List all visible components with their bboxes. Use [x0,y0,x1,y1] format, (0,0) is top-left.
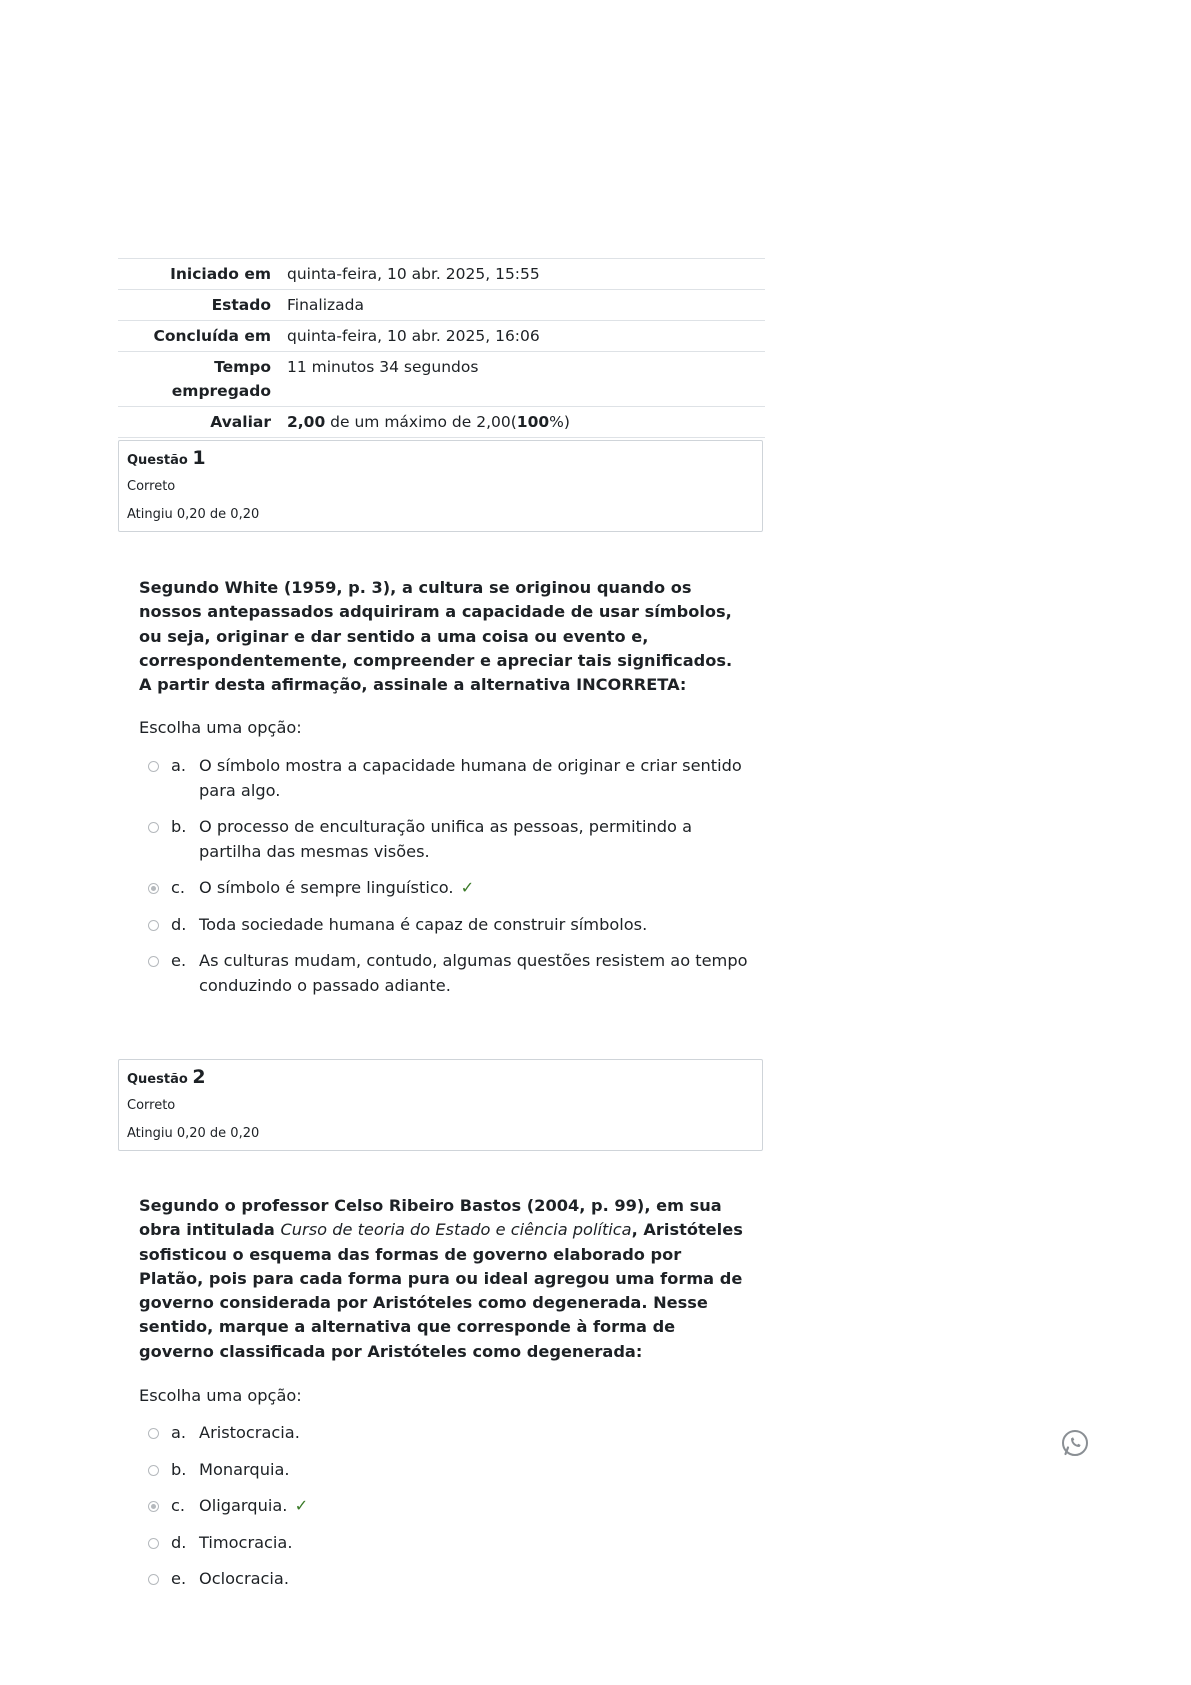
whatsapp-icon[interactable] [1060,1428,1090,1458]
started-label: Iniciado em [118,259,287,290]
radio-button[interactable] [148,920,159,931]
radio-button-selected[interactable] [148,883,159,894]
time-label: Tempo empregado [118,352,287,407]
option-text: O processo de enculturação unifica as pessoas, permitindo a partilha das mesmas visões. [199,817,692,861]
option-b[interactable] [148,1458,758,1483]
summary-table [118,258,765,438]
question-1-info [118,440,763,532]
time-value: 11 minutos 34 segundos [287,352,765,407]
radio-button[interactable] [148,1574,159,1585]
option-letter: e. [171,1569,187,1588]
option-text: As culturas mudam, contudo, algumas questões resistem ao tempo conduzindo o passado adiante. [199,951,748,995]
option-text-wrap [199,876,758,901]
question-1-grade: Atingiu 0,20 de 0,20 [127,507,260,522]
radio-button[interactable] [148,956,159,967]
option-text: Monarquia. [199,1459,290,1479]
state-label: Estado [118,290,287,321]
summary-row-started [118,259,765,290]
option-e[interactable] [148,1567,758,1592]
option-letter: e. [171,951,187,970]
started-value: quinta-feira, 10 abr. 2025, 15:55 [287,259,765,290]
radio-button-selected[interactable] [148,1501,159,1512]
question-2-text-after: , Aristóteles sofisticou o esquema das formas de governo elaborado por Platão, pois para cada forma pura ou ideal agregou uma forma de governo considerada por Aristóteles como degenerada. Nesse sentido, marque a alternativa que corresponde à forma de governo classificada por Aristóteles como degenerada: [139,1220,743,1361]
option-b[interactable] [148,815,758,864]
radio-button[interactable] [148,1538,159,1549]
option-text: Oligarquia. [199,1496,288,1515]
option-letter: d. [171,914,187,934]
question-1-state: Correto [127,479,176,494]
option-letter: b. [171,817,187,836]
summary-row-state [118,290,765,321]
state-value: Finalizada [287,290,765,321]
option-letter: c. [171,1496,186,1515]
question-label: Questão [127,453,188,468]
option-text: Aristocracia. [199,1423,300,1442]
question-1-answer [148,754,758,998]
question-2-info [118,1059,763,1151]
grade-percent: 100 [516,413,550,431]
summary-row-completed [118,321,765,352]
option-letter: b. [171,1459,187,1479]
question-2-answer [148,1421,758,1592]
radio-button[interactable] [148,822,159,833]
question-1-number [127,449,754,470]
completed-value: quinta-feira, 10 abr. 2025, 16:06 [287,321,765,352]
option-d[interactable] [148,913,758,938]
radio-button[interactable] [148,1428,159,1439]
question-2-state: Correto [127,1098,176,1113]
question-2-grade: Atingiu 0,20 de 0,20 [127,1126,260,1141]
grade-label: Avaliar [118,407,287,438]
option-text: O símbolo é sempre linguístico. [199,878,454,897]
option-text-wrap [199,1494,758,1519]
option-text: O símbolo mostra a capacidade humana de originar e criar sentido para algo. [199,756,742,800]
summary-row-time [118,352,765,407]
summary-row-grade [118,407,765,438]
attempt-summary [118,258,765,438]
option-text: Oclocracia. [199,1569,289,1588]
option-a[interactable] [148,754,758,803]
option-text: Timocracia. [199,1532,293,1552]
question-1-text: Segundo White (1959, p. 3), a cultura se originou quando os nossos antepassados adquiriram a capacidade de usar símbolos, ou seja, originar e dar sentido a uma coisa ou evento e, correspondentemente, compreender e apreciar tais significados. A partir desta afirmação, assinale a alternativa INCORRETA: [139,578,733,695]
question-2-text-before: Segundo o professor Celso Ribeiro Bastos (2004, p. 99), em sua obra intitulada [139,1196,722,1240]
option-c[interactable] [148,876,758,901]
option-a[interactable] [148,1421,758,1446]
option-letter: a. [171,1423,187,1442]
grade-score: 2,00 [287,413,326,431]
check-icon: ✓ [294,1496,309,1515]
question-2-text [139,1194,749,1364]
option-text: Toda sociedade humana é capaz de construir símbolos. [199,914,648,934]
question-1-prompt: Escolha uma opção: [139,718,302,737]
grade-end: %) [549,413,570,431]
question-2-number [127,1068,754,1089]
option-e[interactable] [148,949,758,998]
option-letter: c. [171,878,186,897]
question-number: 1 [192,447,206,469]
question-label: Questão [127,1072,188,1087]
radio-button[interactable] [148,1465,159,1476]
completed-label: Concluída em [118,321,287,352]
question-2-book-title: Curso de teoria do Estado e ciência política [280,1220,632,1240]
question-number: 2 [192,1066,206,1088]
question-2-prompt: Escolha uma opção: [139,1386,302,1405]
grade-value [287,407,765,438]
radio-button[interactable] [148,761,159,772]
option-c[interactable] [148,1494,758,1519]
option-letter: a. [171,756,187,775]
option-letter: d. [171,1532,187,1552]
grade-mid: de um máximo de 2,00( [325,413,517,431]
option-d[interactable] [148,1531,758,1556]
check-icon: ✓ [460,878,475,897]
